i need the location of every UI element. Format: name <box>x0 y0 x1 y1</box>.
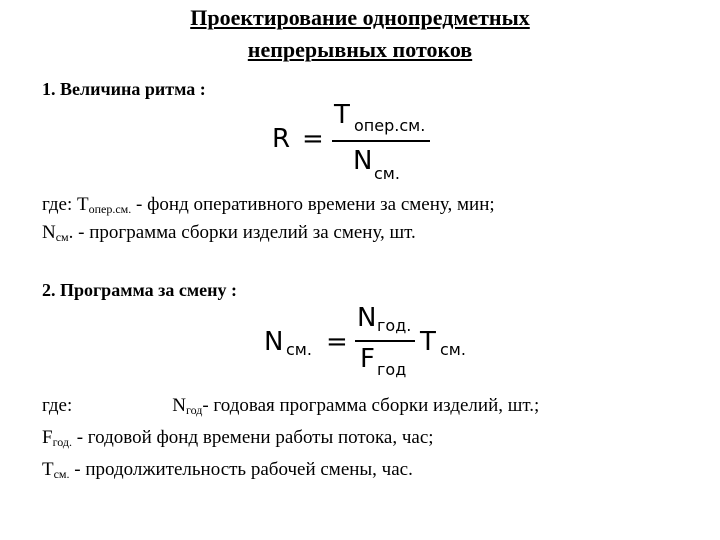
formula2-eq: = <box>326 327 348 357</box>
desc-main: N <box>172 395 186 416</box>
desc-prefix: где: Т <box>42 194 89 215</box>
desc-text: - продолжительность рабочей смены, час. <box>69 459 413 480</box>
desc-text: . - программа сборки изделий за смену, шт. <box>68 222 416 243</box>
desc-text: - годовая программа сборки изделий, шт.; <box>202 395 540 416</box>
formula1-eq: = <box>302 124 324 154</box>
formula2-mult-main: T <box>420 327 436 357</box>
desc-text: - годовой фонд времени работы потока, час; <box>71 427 434 448</box>
section2-desc-3 <box>42 459 413 481</box>
desc-prefix: Т <box>42 459 54 480</box>
formula1-lhs: R <box>272 124 291 154</box>
desc-prefix: где: <box>42 395 73 416</box>
formula2-mult-sub: см. <box>440 340 466 359</box>
formula2-lhs-sub: см. <box>286 340 312 359</box>
formula2-num-main: N <box>357 303 377 333</box>
desc-subscript: опер.см. <box>88 202 132 216</box>
formula1-num-sub: опер.см. <box>354 116 426 135</box>
section2-desc-2 <box>42 427 434 449</box>
title-line-2: непрерывных потоков <box>247 37 473 62</box>
formula1-den-sub: см. <box>374 164 400 183</box>
desc-text: - фонд оперативного времени за смену, мин; <box>131 194 495 215</box>
title-line-1: Проектирование однопредметных <box>190 5 530 30</box>
desc-prefix: F <box>42 427 53 448</box>
desc-prefix: N <box>42 222 56 243</box>
desc-subscript: см <box>55 230 69 244</box>
section1-desc-2 <box>42 222 416 244</box>
desc-subscript: год. <box>52 435 72 449</box>
formula2-den-sub: год <box>377 360 407 379</box>
desc-subscript: год <box>185 403 203 417</box>
formula1-den-main: N <box>353 146 373 176</box>
section2-heading: 2. Программа за смену : <box>42 280 237 300</box>
formula2-den-main: F <box>360 344 375 374</box>
section1-desc-1 <box>42 194 495 216</box>
formula2-lhs-main: N <box>264 327 284 357</box>
section2-desc-1 <box>42 395 539 417</box>
section1-heading: 1. Величина ритма : <box>42 79 206 99</box>
formula2-num-sub: год. <box>377 316 412 335</box>
formula1-num-main: T <box>334 100 350 130</box>
formula1-fraction-line <box>332 140 430 142</box>
desc-subscript: см. <box>53 467 70 481</box>
formula2-fraction-line <box>355 340 415 342</box>
